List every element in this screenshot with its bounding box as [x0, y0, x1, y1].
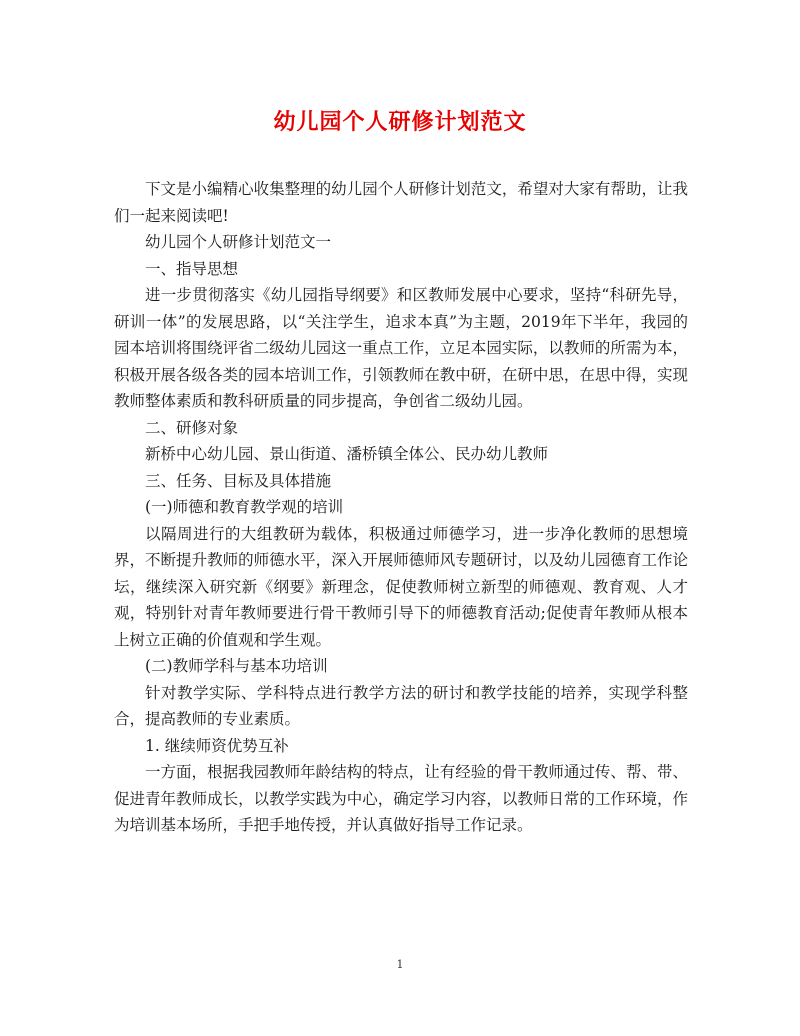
paragraph-ethics-training: 以隔周进行的大组教研为载体，积极通过师德学习，进一步净化教师的思想境界，不断提升教师的师德水平，深入开展师德师风专题研讨，以及幼儿园德育工作论坛，继续深入研究新《纲要》新理念，促使教师树立新型的师德观、教育观、人才观，特别针对青年教师要进行骨干教师引导下的师德教育活动;促使青年教师从根本上树立正确的价值观和学生观。	[114, 524, 688, 649]
paragraph-subject-skills: 针对教学实际、学科特点进行教学方法的研讨和教学技能的培养，实现学科整合，提高教师的专业素质。	[114, 683, 688, 728]
paragraph-training-targets: 新桥中心幼儿园、景山街道、潘桥镇全体公、民办幼儿教师	[145, 445, 549, 463]
document-body	[114, 176, 688, 839]
page-number: 1	[396, 958, 404, 971]
subheading-ethics-training: (一)师德和教育教学观的培训	[145, 498, 344, 516]
document-title: 幼儿园个人研修计划范文	[273, 109, 527, 135]
item-heading-mentoring: 1. 继续师资优势互补	[145, 736, 289, 755]
paragraph-mentoring: 一方面，根据我园教师年龄结构的特点，让有经验的骨干教师通过传、帮、带、促进青年教师成长，以教学实践为中心，确定学习内容，以教师日常的工作环境，作为培训基本场所，手把手地传授，并认真做好指导工作记录。	[114, 763, 688, 834]
subheading-subject-skills: (二)教师学科与基本功培训	[145, 657, 328, 675]
intro-paragraph: 下文是小编精心收集整理的幼儿园个人研修计划范文，希望对大家有帮助，让我们一起来阅读吧!	[114, 180, 688, 225]
paragraph-guiding-ideology: 进一步贯彻落实《幼儿园指导纲要》和区教师发展中心要求，坚持“科研先导，研训一体”的发展思路，以“关注学生，追求本真”为主题，2019年下半年，我园的园本培训将围绕评省二级幼儿园这一重点工作，立足本园实际，以教师的所需为本，积极开展各级各类的园本培训工作，引领教师在教中研，在研中思，在思中得，实现教师整体素质和教科研质量的同步提高，争创省二级幼儿园。	[114, 286, 688, 410]
section-heading-sample-one: 幼儿园个人研修计划范文一	[145, 233, 332, 251]
section-heading-training-targets: 二、研修对象	[145, 418, 239, 437]
section-heading-tasks-goals: 三、任务、目标及具体措施	[145, 471, 332, 490]
section-heading-guiding-ideology: 一、指导思想	[145, 259, 239, 278]
